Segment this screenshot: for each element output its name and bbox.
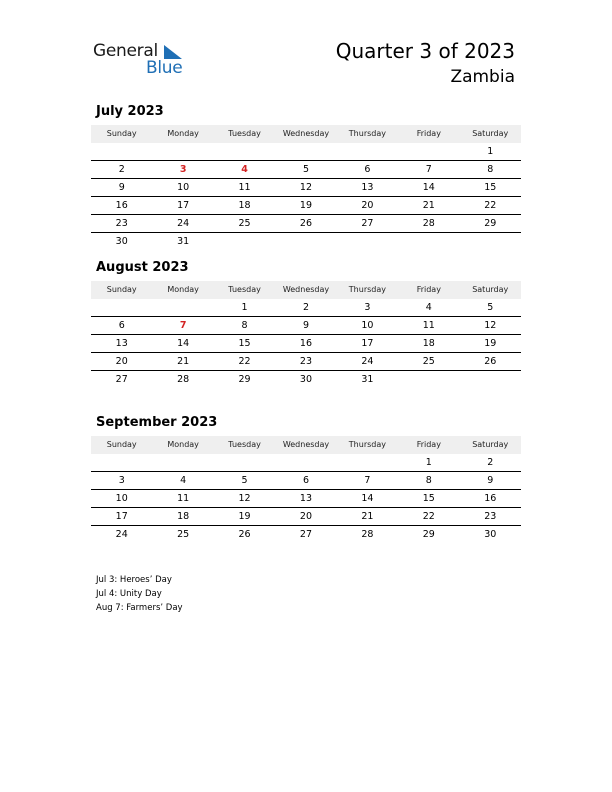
day-cell: 1 (241, 302, 248, 313)
day-cell: 9 (118, 182, 125, 193)
logo-triangle-icon (162, 45, 182, 59)
holiday-note: Aug 7: Farmers’ Day (96, 603, 183, 613)
weekday-label: Monday (167, 285, 199, 294)
week-row (91, 197, 521, 215)
day-cell: 14 (177, 338, 190, 349)
day-cell: 24 (361, 356, 374, 367)
week-row (91, 508, 521, 526)
day-cell: 17 (361, 338, 374, 349)
empty-day-cell (91, 299, 152, 316)
month-grid (91, 143, 521, 250)
empty-day-cell (91, 454, 152, 471)
empty-day-cell (398, 233, 459, 250)
day-cell: 18 (238, 200, 251, 211)
empty-day-cell (275, 454, 336, 471)
day-cell: 6 (302, 475, 309, 486)
day-cell: 3 (364, 302, 371, 313)
month-title: August 2023 (96, 260, 189, 275)
week-row (91, 526, 521, 543)
day-cell: 26 (299, 218, 313, 229)
week-row (91, 143, 521, 161)
day-cell: 17 (177, 200, 190, 211)
month-september (91, 414, 521, 543)
weekday-label: Thursday (348, 129, 386, 138)
day-cell: 16 (115, 200, 128, 211)
empty-day-cell (337, 454, 398, 471)
day-cell: 4 (425, 302, 432, 313)
weekday-label: Saturday (472, 285, 509, 294)
day-cell: 20 (115, 356, 128, 367)
day-cell: 12 (299, 182, 313, 193)
day-cell: 27 (115, 374, 128, 385)
empty-day-cell (152, 299, 213, 316)
holiday-note: Jul 3: Heroes’ Day (96, 575, 172, 585)
empty-day-cell (214, 454, 275, 471)
empty-day-cell (152, 454, 213, 471)
day-cell: 26 (238, 529, 251, 540)
day-cell: 6 (364, 164, 371, 175)
day-cell: 5 (302, 164, 309, 175)
week-row (91, 161, 521, 179)
day-cell: 20 (361, 200, 374, 211)
day-cell: 29 (422, 529, 435, 540)
weekday-label: Saturday (472, 440, 509, 449)
day-cell: 3 (118, 475, 125, 486)
month-grid (91, 299, 521, 388)
week-row (91, 472, 521, 490)
day-cell: 16 (299, 338, 313, 349)
weekday-label: Monday (167, 129, 199, 138)
weekday-label: Tuesday (228, 129, 261, 138)
day-cell: 4 (180, 475, 187, 486)
day-cell: 21 (361, 511, 374, 522)
day-cell: 31 (177, 236, 190, 247)
country-name: Zambia (450, 67, 515, 87)
day-cell: 7 (364, 475, 371, 486)
weekday-label: Wednesday (282, 129, 330, 138)
empty-day-cell (214, 143, 275, 160)
holiday-day-cell: 4 (241, 164, 248, 175)
week-row (91, 317, 521, 335)
weekday-label: Wednesday (282, 285, 330, 294)
day-cell: 23 (299, 356, 313, 367)
day-cell: 15 (422, 493, 435, 504)
day-cell: 2 (487, 457, 494, 468)
week-row (91, 179, 521, 197)
day-cell: 18 (177, 511, 190, 522)
weekday-label: Saturday (472, 129, 509, 138)
generalblue-logo (93, 41, 193, 81)
day-cell: 30 (115, 236, 128, 247)
day-cell: 15 (484, 182, 497, 193)
day-cell: 16 (484, 493, 497, 504)
weekday-label: Sunday (106, 285, 137, 294)
weekday-label: Tuesday (228, 440, 261, 449)
day-cell: 23 (484, 511, 497, 522)
empty-day-cell (152, 143, 213, 160)
day-cell: 26 (484, 356, 497, 367)
empty-day-cell (460, 233, 521, 250)
logo-text-general: General (93, 41, 158, 61)
weekday-label: Thursday (348, 285, 386, 294)
logo-text-blue: Blue (146, 58, 183, 78)
day-cell: 8 (487, 164, 494, 175)
day-cell: 19 (238, 511, 251, 522)
day-cell: 14 (422, 182, 435, 193)
empty-day-cell (275, 143, 336, 160)
week-row (91, 299, 521, 317)
day-cell: 19 (484, 338, 497, 349)
day-cell: 11 (422, 320, 435, 331)
day-cell: 29 (484, 218, 497, 229)
weekday-label: Tuesday (228, 285, 261, 294)
holiday-notes (96, 573, 183, 615)
week-row (91, 353, 521, 371)
day-cell: 18 (422, 338, 435, 349)
holiday-day-cell: 7 (179, 320, 187, 331)
empty-day-cell (398, 371, 459, 388)
empty-day-cell (337, 233, 398, 250)
day-cell: 30 (484, 529, 497, 540)
day-cell: 21 (177, 356, 190, 367)
day-cell: 9 (302, 320, 309, 331)
day-cell: 1 (425, 457, 432, 468)
weekday-label: Sunday (106, 440, 137, 449)
day-cell: 2 (118, 164, 125, 175)
week-row (91, 233, 521, 250)
weekday-header (91, 281, 521, 299)
day-cell: 5 (487, 302, 494, 313)
day-cell: 20 (299, 511, 313, 522)
day-cell: 6 (118, 320, 125, 331)
empty-day-cell (91, 143, 152, 160)
weekday-header (91, 436, 521, 454)
day-cell: 2 (302, 302, 309, 313)
week-row (91, 490, 521, 508)
day-cell: 13 (115, 338, 128, 349)
weekday-header (91, 125, 521, 143)
weekday-label: Friday (416, 285, 441, 294)
day-cell: 13 (361, 182, 374, 193)
day-cell: 30 (299, 374, 313, 385)
weekday-label: Wednesday (282, 440, 330, 449)
empty-day-cell (275, 233, 336, 250)
day-cell: 11 (238, 182, 251, 193)
page-title: Quarter 3 of 2023 (335, 39, 515, 63)
day-cell: 14 (361, 493, 374, 504)
empty-day-cell (398, 143, 459, 160)
day-cell: 12 (484, 320, 497, 331)
day-cell: 22 (422, 511, 435, 522)
day-cell: 27 (299, 529, 313, 540)
weekday-label: Sunday (106, 129, 137, 138)
day-cell: 15 (238, 338, 251, 349)
weekday-label: Monday (167, 440, 199, 449)
day-cell: 19 (299, 200, 313, 211)
day-cell: 10 (115, 493, 128, 504)
day-cell: 1 (487, 146, 494, 157)
day-cell: 24 (177, 218, 190, 229)
month-july (91, 103, 521, 250)
day-cell: 10 (361, 320, 374, 331)
weekday-label: Friday (416, 129, 441, 138)
day-cell: 25 (177, 529, 190, 540)
day-cell: 13 (299, 493, 313, 504)
month-title: July 2023 (96, 104, 164, 119)
month-august (91, 259, 521, 388)
weekday-label: Friday (416, 440, 441, 449)
day-cell: 29 (238, 374, 251, 385)
day-cell: 27 (361, 218, 374, 229)
day-cell: 23 (115, 218, 128, 229)
day-cell: 28 (177, 374, 190, 385)
weekday-label: Thursday (348, 440, 386, 449)
day-cell: 10 (177, 182, 190, 193)
day-cell: 8 (241, 320, 248, 331)
day-cell: 31 (361, 374, 374, 385)
day-cell: 22 (484, 200, 497, 211)
day-cell: 8 (425, 475, 432, 486)
month-grid (91, 454, 521, 543)
month-title: September 2023 (96, 415, 218, 430)
day-cell: 5 (241, 475, 248, 486)
week-row (91, 454, 521, 472)
day-cell: 25 (238, 218, 251, 229)
holiday-note: Jul 4: Unity Day (96, 589, 162, 599)
day-cell: 28 (361, 529, 374, 540)
week-row (91, 371, 521, 388)
empty-day-cell (460, 371, 521, 388)
day-cell: 28 (422, 218, 435, 229)
week-row (91, 215, 521, 233)
day-cell: 25 (422, 356, 435, 367)
day-cell: 24 (115, 529, 128, 540)
day-cell: 11 (177, 493, 190, 504)
day-cell: 7 (425, 164, 432, 175)
holiday-day-cell: 3 (179, 164, 187, 175)
week-row (91, 335, 521, 353)
day-cell: 12 (238, 493, 251, 504)
empty-day-cell (214, 233, 275, 250)
day-cell: 9 (487, 475, 494, 486)
empty-day-cell (337, 143, 398, 160)
day-cell: 22 (238, 356, 251, 367)
day-cell: 17 (115, 511, 128, 522)
day-cell: 21 (422, 200, 435, 211)
